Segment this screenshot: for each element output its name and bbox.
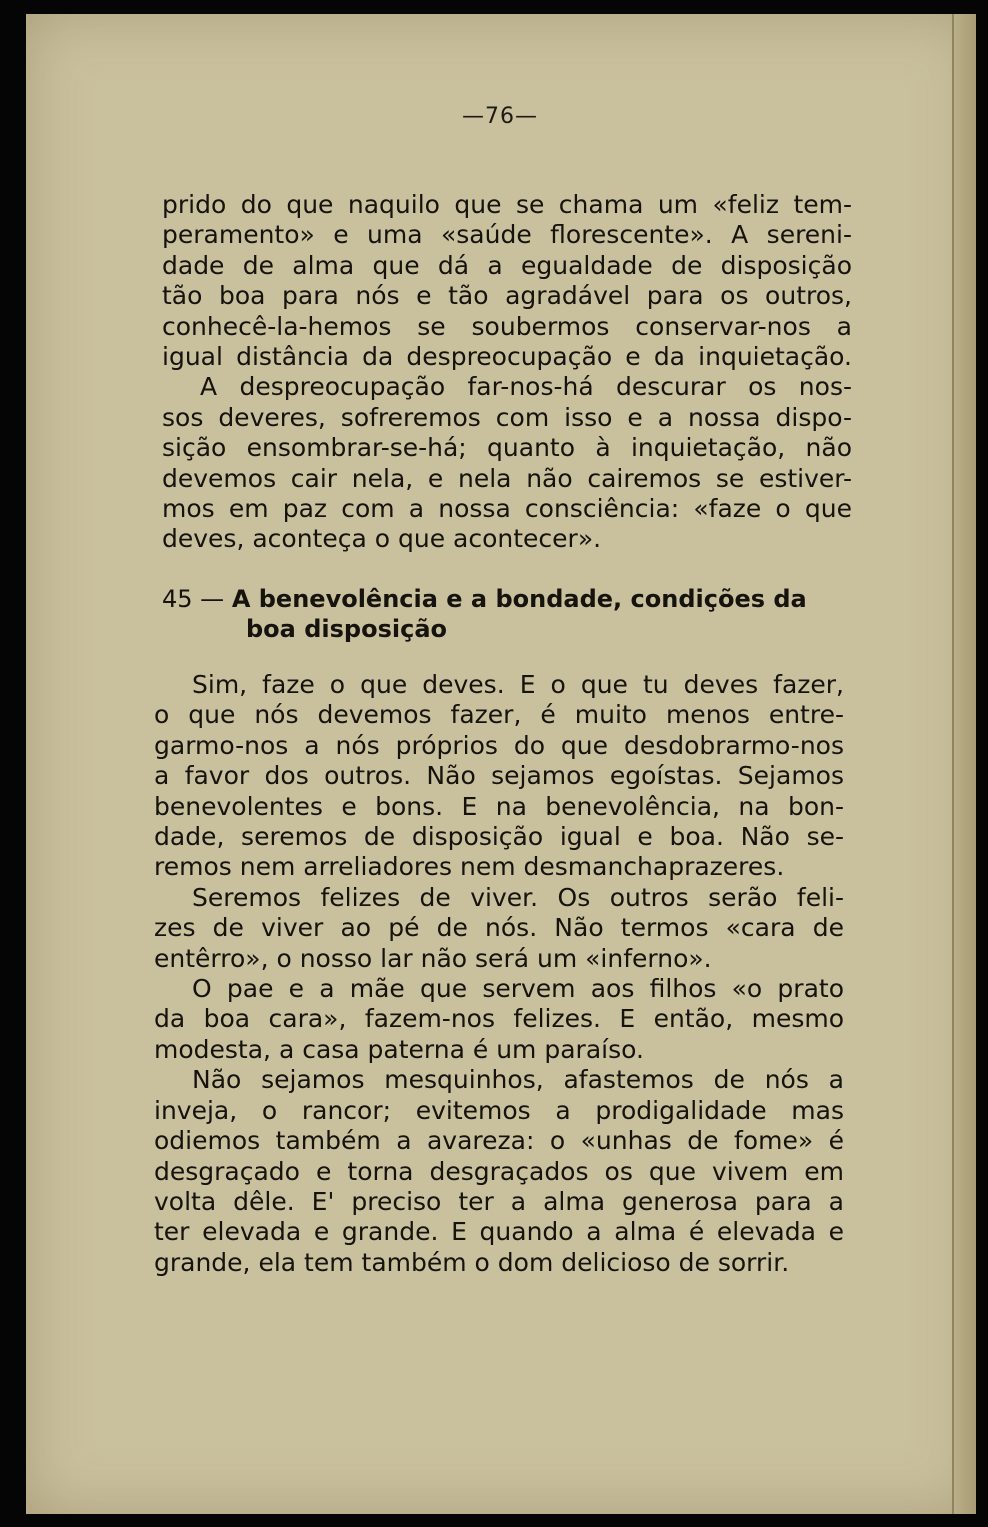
- section-title-line-2: boa disposição: [246, 615, 447, 643]
- text-line: desgraçado e torna desgraçados os que vivem em: [154, 1156, 844, 1186]
- section-title-line-1: A benevolência e a bondade, condições da: [231, 585, 807, 613]
- text-line: O pae e a mãe que servem aos filhos «o prato: [192, 974, 844, 1004]
- text-line: peramento» e uma «saúde florescente». A sereni-: [162, 220, 852, 250]
- page-number: —76—: [462, 104, 538, 129]
- text-line: entêrro», o nosso lar não será um «inferno».: [154, 943, 712, 973]
- text-line: a favor dos outros. Não sejamos egoístas. Sejamos: [154, 761, 844, 791]
- paragraph-3: [154, 670, 844, 883]
- text-line: zes de viver ao pé de nós. Não termos «cara de: [154, 913, 844, 943]
- text-line: Seremos felizes de viver. Os outros serão feli-: [192, 882, 844, 912]
- text-line: devemos cair nela, e nela não cairemos se estiver-: [162, 463, 852, 493]
- text-line: benevolentes e bons. E na benevolência, na bon-: [154, 791, 844, 821]
- text-line: dade, seremos de disposição igual e boa. Não se-: [154, 822, 844, 852]
- paragraph-2: [162, 372, 852, 554]
- text-line: ter elevada e grande. E quando a alma é elevada e: [154, 1217, 844, 1247]
- text-line: o que nós devemos fazer, é muito menos entre-: [154, 700, 844, 730]
- text-line: A despreocupação far-nos-há descurar os nos-: [200, 372, 852, 402]
- text-line: mos em paz com a nossa consciência: «faze o que: [162, 494, 852, 524]
- text-line: da boa cara», fazem-nos felizes. E então, mesmo: [154, 1004, 844, 1034]
- text-line: deves, aconteça o que acontecer».: [162, 524, 602, 554]
- text-line: sos deveres, sofreremos com isso e a nossa dispo-: [162, 402, 852, 432]
- text-line: grande, ela tem também o dom delicioso de sorrir.: [154, 1247, 790, 1277]
- paragraph-5: [154, 974, 844, 1065]
- text-line: Sim, faze o que deves. E o que tu deves fazer,: [192, 670, 844, 699]
- text-line: prido do que naquilo que se chama um «feliz tem-: [162, 190, 852, 219]
- section-heading: [162, 584, 852, 644]
- text-line: odiemos também a avareza: o «unhas de fome» é: [154, 1126, 844, 1156]
- text-line: remos nem arreliadores nem desmanchaprazeres.: [154, 852, 785, 882]
- text-line: inveja, o rancor; evitemos a prodigalidade mas: [154, 1095, 844, 1125]
- text-line: conhecê-la-hemos se soubermos conservar-nos a: [162, 311, 852, 341]
- text-line: garmo-nos a nós próprios do que desdobrarmo-nos: [154, 730, 844, 760]
- text-block-top: [162, 190, 852, 555]
- text-line: sição ensombrar-se-há; quanto à inquietação, não: [162, 433, 852, 463]
- paragraph-6: [154, 1065, 844, 1278]
- text-line: dade de alma que dá a egualdade de disposição: [162, 250, 852, 280]
- text-line: modesta, a casa paterna é um paraíso.: [154, 1034, 644, 1064]
- text-block-bottom: [154, 670, 844, 1278]
- section-number: 45 —: [162, 585, 225, 613]
- text-line: igual distância da despreocupação e da inquietação.: [162, 342, 852, 372]
- paragraph-1: [162, 190, 852, 372]
- text-line: volta dêle. E' preciso ter a alma generosa para a: [154, 1186, 844, 1216]
- paragraph-4: [154, 883, 844, 974]
- page-edge: [952, 14, 976, 1514]
- text-line: Não sejamos mesquinhos, afastemos de nós a: [192, 1065, 844, 1095]
- text-line: tão boa para nós e tão agradável para os outros,: [162, 281, 852, 311]
